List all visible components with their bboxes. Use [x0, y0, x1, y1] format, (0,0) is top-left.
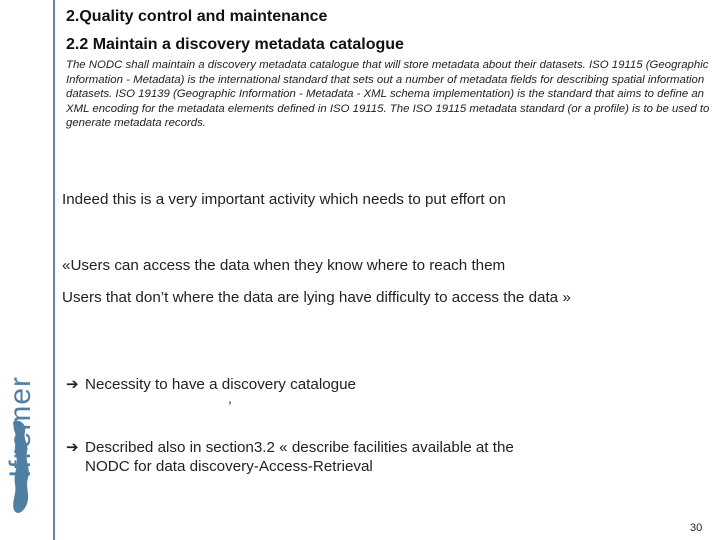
page-number: 30 — [690, 522, 703, 534]
bullet-section-reference — [66, 438, 514, 476]
arrow-right-icon: ➔ — [66, 376, 79, 393]
quote-line-2: Users that don’t where the data are lying have difficulty to access the data » — [62, 289, 571, 306]
subsection-title: 2.2 Maintain a discovery metadata catalogue — [66, 36, 404, 53]
stray-comma: , — [228, 390, 232, 406]
arrow-right-icon: ➔ — [66, 439, 79, 456]
quote-line-1: «Users can access the data when they know where to reach them — [62, 257, 506, 274]
logo-wordmark: Ifremer — [4, 375, 37, 478]
intro-paragraph: The NODC shall maintain a discovery metadata catalogue that will store metadata about their datasets. ISO 19115 (Geographic Information - Metadata) is the international standard that sets out a number of metadata fields for describing spatial information datasets. ISO 19139 (Geographic Information - Metadata - XML schema implementation) is the standard that aims to define an XML encoding for the metadata elements defined in ISO 19115. The ISO 19115 metadata standard (or a profile) is to be used to generate metadata records. — [66, 59, 710, 129]
bullet-text: Necessity to have a discovery catalogue — [85, 376, 356, 393]
sidebar — [0, 0, 55, 540]
bullet-discovery-catalogue — [66, 375, 356, 394]
section-title: 2.Quality control and maintenance — [66, 8, 328, 25]
importance-statement: Indeed this is a very important activity which needs to put effort on — [62, 191, 506, 208]
bullet-text-continued: NODC for data discovery-Access-Retrieval — [85, 458, 373, 475]
bullet-text: Described also in section3.2 « describe facilities available at the — [85, 439, 514, 456]
sidebar-divider — [53, 0, 55, 540]
